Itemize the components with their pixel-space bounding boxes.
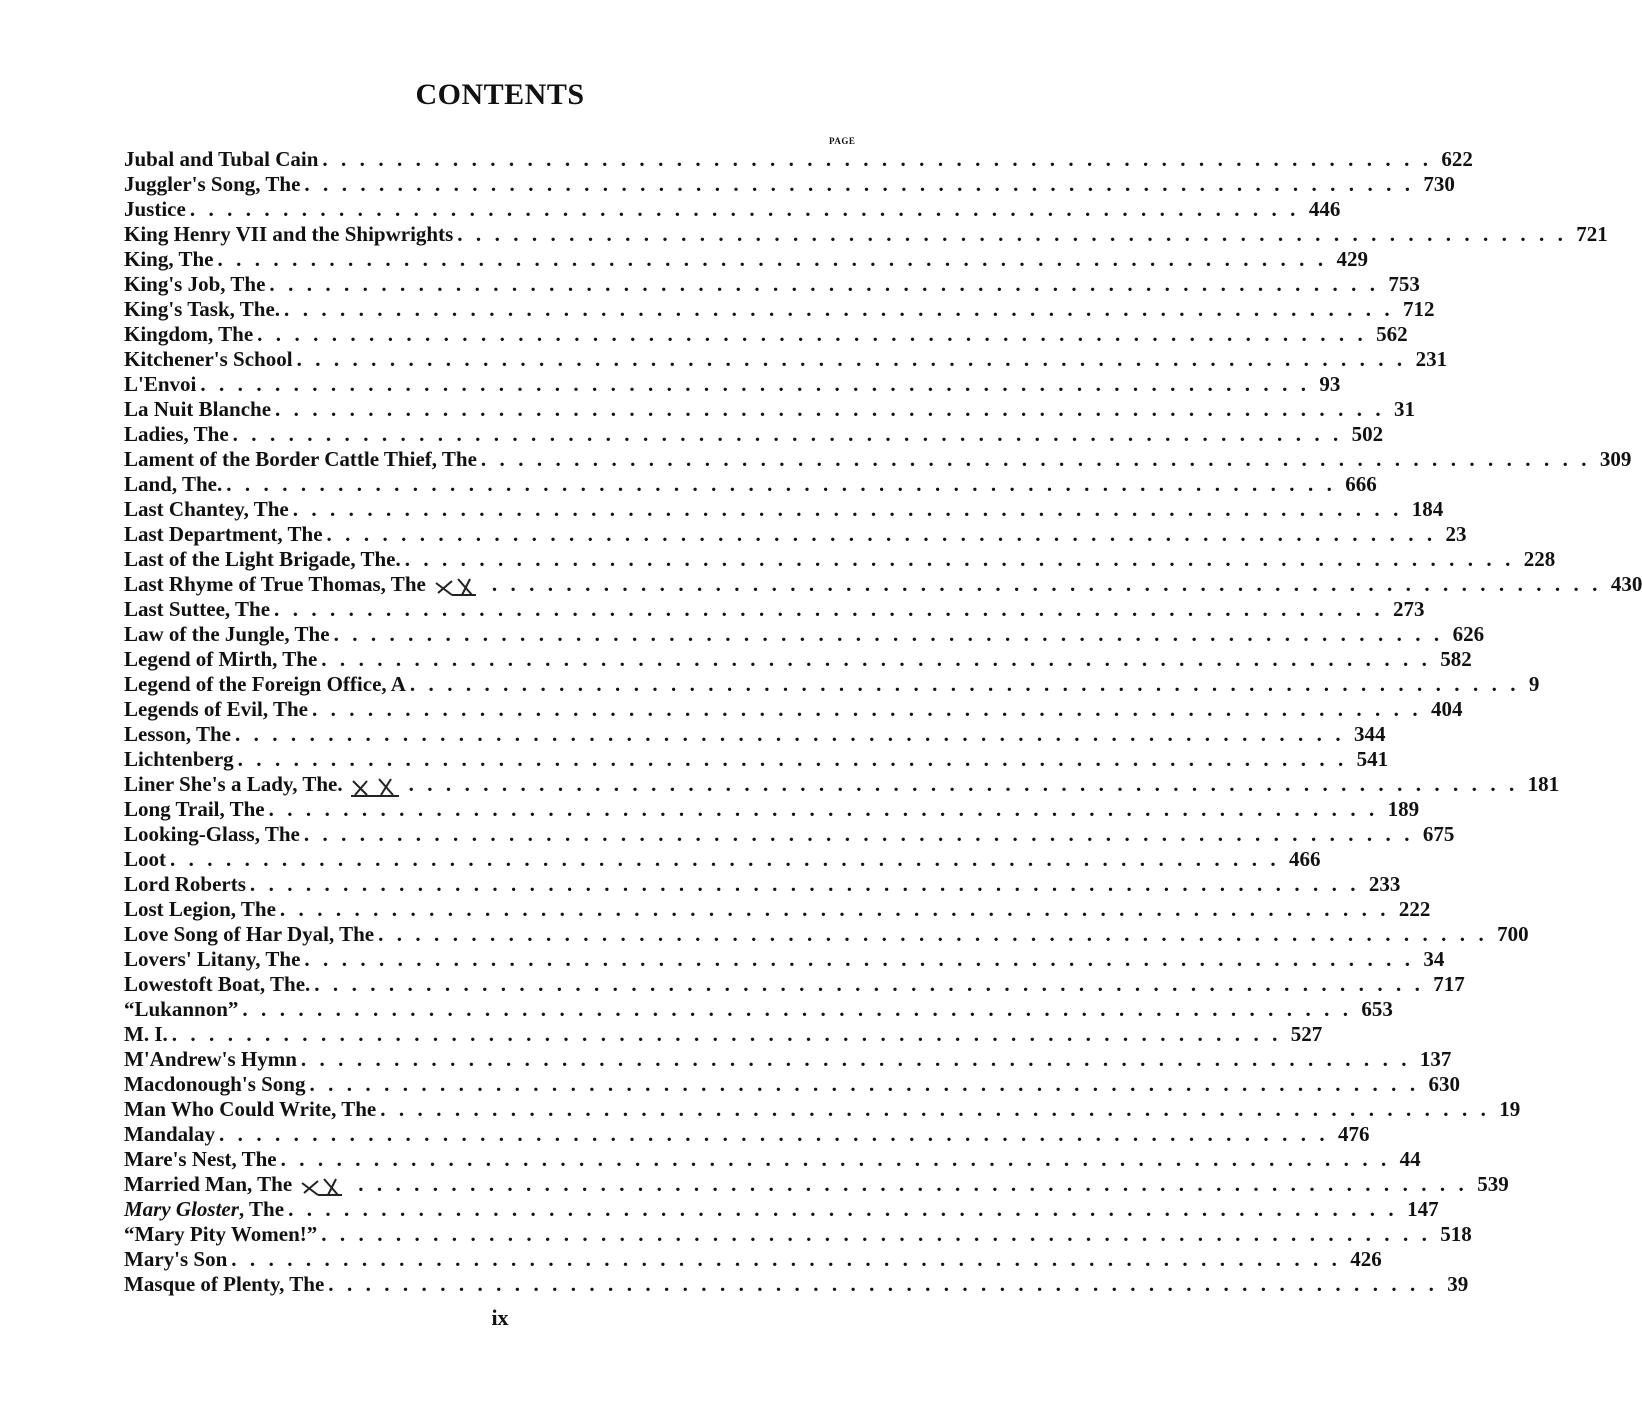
entry-page-number: 147	[1407, 1197, 1439, 1221]
entry-page-number: 712	[1403, 297, 1435, 321]
entry-title: Last Rhyme of True Thomas, The	[124, 572, 426, 596]
toc-entry	[124, 622, 1485, 647]
entry-title: M'Andrew's Hymn	[124, 1047, 297, 1071]
entry-page-number: 518	[1440, 1222, 1472, 1246]
dot-leader: ............................................................	[321, 1222, 1441, 1246]
entry-title-italic: Mary Gloster	[124, 1197, 239, 1221]
entry-page-number: 44	[1399, 1147, 1421, 1171]
dot-leader: ............................................................	[234, 722, 1354, 746]
dot-leader: ............................................................	[231, 1247, 1351, 1271]
entry-title: Lament of the Border Cattle Thief, The	[124, 447, 477, 471]
toc-entry	[124, 472, 1377, 497]
entry-title: Lovers' Litany, The	[124, 947, 301, 971]
toc-entry	[124, 422, 1384, 447]
entry-page-number: 666	[1345, 472, 1377, 496]
dot-leader: ............................................................	[284, 297, 1404, 321]
entry-page-number: 562	[1376, 322, 1408, 346]
entry-page-number: 675	[1422, 822, 1455, 846]
entry-page-number: 446	[1308, 197, 1341, 221]
dot-leader: ............................................................	[404, 547, 1524, 571]
entry-title: Last Chantey, The	[124, 497, 289, 521]
dot-leader: ............................................................	[171, 1022, 1291, 1046]
entry-page-number: 404	[1430, 697, 1463, 721]
entry-page-number: 476	[1338, 1122, 1370, 1146]
entry-title: Lesson, The	[124, 722, 231, 746]
entry-title	[124, 1197, 288, 1222]
dot-leader: ............................................................	[200, 372, 1320, 396]
toc-entry	[124, 647, 1472, 672]
dot-leader: ............................................................	[170, 847, 1289, 871]
toc-entry	[124, 972, 1465, 997]
dot-leader: ............................................................	[257, 322, 1377, 346]
dot-leader: ............................................................	[457, 222, 1577, 246]
toc-entry	[124, 922, 1529, 947]
toc-entry	[124, 1122, 1370, 1147]
entry-title: Law of the Jungle, The	[124, 622, 330, 646]
dot-leader: ............................................................	[249, 872, 1369, 896]
toc-entry	[124, 1197, 1439, 1222]
entry-page-number: 9	[1528, 672, 1540, 696]
toc-entry	[124, 822, 1455, 847]
entry-title: “Mary Pity Women!”	[124, 1222, 318, 1246]
dot-leader: ............................................................	[380, 1097, 1500, 1121]
dot-leader: ............................................................	[321, 647, 1441, 671]
dot-leader: ............................................................	[304, 172, 1424, 196]
entry-title: Ladies, The	[124, 422, 229, 446]
entry-page-number: 344	[1353, 722, 1386, 746]
entry-title: Kingdom, The	[124, 322, 254, 346]
entry-page-number: 426	[1350, 1247, 1382, 1271]
entry-page-number: 502	[1351, 422, 1384, 446]
dot-leader: ............................................................	[326, 522, 1446, 546]
toc-entry	[124, 1247, 1382, 1272]
entry-page-number: 231	[1415, 347, 1448, 371]
entry-title: Legend of the Foreign Office, A	[124, 672, 406, 696]
pencil-cross-mark	[432, 575, 492, 597]
entry-title: Last Suttee, The	[124, 597, 271, 621]
toc-entry	[124, 672, 1540, 697]
dot-leader: ............................................................	[280, 1147, 1400, 1171]
toc-entry	[124, 547, 1556, 572]
entry-page-number: 717	[1433, 972, 1465, 996]
entry-title: Love Song of Har Dyal, The	[124, 922, 375, 946]
dot-leader: ............................................................	[274, 597, 1394, 621]
toc-entry	[124, 1097, 1521, 1122]
entry-title: Kitchener's School	[124, 347, 293, 371]
pencil-cross-mark	[349, 775, 409, 797]
toc-entry	[124, 1147, 1421, 1172]
dot-leader: ............................................................	[288, 1197, 1408, 1221]
toc-entry	[124, 447, 1632, 472]
entry-page-number: 630	[1428, 1072, 1460, 1096]
entry-page-number: 222	[1398, 897, 1431, 921]
entry-title: Juggler's Song, The	[124, 172, 301, 196]
toc-entry	[124, 797, 1420, 822]
toc-entry	[124, 847, 1321, 872]
entry-page-number: 753	[1388, 272, 1420, 296]
entry-title: Last of the Light Brigade, The.	[124, 547, 401, 571]
entry-title: Man Who Could Write, The	[124, 1097, 377, 1121]
entry-title: Legends of Evil, The	[124, 697, 308, 721]
entry-title: M. I.	[124, 1022, 168, 1046]
entry-page-number: 233	[1368, 872, 1401, 896]
entry-title: L'Envoi	[124, 372, 197, 396]
dot-leader: ............................................................	[296, 347, 1416, 371]
toc-entry	[124, 722, 1386, 747]
entry-title: King's Job, The	[124, 272, 266, 296]
dot-leader: ............................................................	[268, 797, 1388, 821]
toc-entry	[124, 1222, 1472, 1247]
entry-title: “Lukannon”	[124, 997, 239, 1021]
entry-title: Last Department, The	[124, 522, 323, 546]
entry-page-number: 34	[1423, 947, 1445, 971]
entry-page-number: 721	[1576, 222, 1608, 246]
toc-entry	[124, 197, 1341, 222]
dot-leader: ............................................................	[300, 1047, 1420, 1071]
dot-leader: ............................................................	[226, 472, 1346, 496]
entry-page-number: 93	[1319, 372, 1341, 396]
toc-entry	[124, 322, 1408, 347]
dot-leader: ............................................................	[232, 422, 1352, 446]
entry-title: Justice	[124, 197, 186, 221]
entry-page-number: 653	[1361, 997, 1393, 1021]
contents-list	[124, 147, 1642, 1297]
entry-title: Looking-Glass, The	[124, 822, 300, 846]
dot-leader: ............................................................	[292, 497, 1412, 521]
entry-page-number: 39	[1447, 1272, 1469, 1296]
entry-page-number: 137	[1419, 1047, 1452, 1071]
toc-entry	[124, 397, 1416, 422]
entry-title: King Henry VII and the Shipwrights	[124, 222, 454, 246]
entry-page-number: 23	[1445, 522, 1467, 546]
entry-title: Lowestoft Boat, The.	[124, 972, 311, 996]
dot-leader: ............................................................	[237, 747, 1357, 771]
page-number: ix	[491, 1305, 509, 1330]
entry-title: Mandalay	[124, 1122, 216, 1146]
dot-leader: ............................................................	[480, 447, 1600, 471]
entry-title-rest: , The	[238, 1197, 285, 1221]
dot-leader: ............................................................	[219, 1122, 1339, 1146]
toc-entry	[124, 1172, 1509, 1197]
entry-page-number: 582	[1440, 647, 1472, 671]
entry-page-number: 228	[1523, 547, 1556, 571]
toc-entry	[124, 1022, 1323, 1047]
entry-title: Lost Legion, The	[124, 897, 276, 921]
dot-leader: ............................................................	[309, 1072, 1429, 1096]
toc-entry	[124, 172, 1455, 197]
entry-page-number: 273	[1393, 597, 1425, 621]
toc-entry	[124, 1047, 1452, 1072]
entry-page-number: 430	[1610, 572, 1642, 596]
toc-entry	[124, 747, 1389, 772]
toc-entry	[124, 947, 1445, 972]
toc-entry	[124, 997, 1393, 1022]
entry-title: Mary's Son	[124, 1247, 228, 1271]
entry-page-number: 541	[1356, 747, 1389, 771]
entry-title: Lichtenberg	[124, 747, 234, 771]
dot-leader: ............................................................	[311, 697, 1431, 721]
toc-entry	[124, 147, 1473, 172]
entry-page-number: 730	[1423, 172, 1455, 196]
toc-entry	[124, 272, 1420, 297]
dot-leader: ............................................................	[269, 272, 1389, 296]
entry-title: Mare's Nest, The	[124, 1147, 277, 1171]
entry-page-number: 31	[1394, 397, 1416, 421]
toc-entry	[124, 572, 1642, 597]
toc-entry	[124, 697, 1463, 722]
toc-entry	[124, 297, 1435, 322]
dot-leader: ............................................................	[409, 672, 1529, 696]
dot-leader: ............................................................	[189, 197, 1309, 221]
dot-leader: ............................................................	[304, 947, 1424, 971]
dot-leader: ............................................................	[378, 922, 1498, 946]
entry-page-number: 19	[1499, 1097, 1521, 1121]
toc-entry	[124, 347, 1448, 372]
entry-page-number: 700	[1497, 922, 1529, 946]
entry-page-number: 539	[1477, 1172, 1509, 1196]
entry-title: King's Task, The.	[124, 297, 281, 321]
entry-title: Married Man, The	[124, 1172, 293, 1196]
entry-page-number: 309	[1599, 447, 1632, 471]
entry-title: King, The	[124, 247, 214, 271]
toc-entry	[124, 1072, 1460, 1097]
entry-title: Long Trail, The	[124, 797, 265, 821]
entry-title: La Nuit Blanche	[124, 397, 272, 421]
dot-leader: ............................................................	[328, 1272, 1448, 1296]
dot-leader: ............................................................	[303, 822, 1423, 846]
entry-title: Macdonough's Song	[124, 1072, 306, 1096]
toc-entry	[124, 897, 1431, 922]
dot-leader: ............................................................	[408, 772, 1528, 796]
toc-entry	[124, 222, 1608, 247]
toc-entry	[124, 597, 1425, 622]
toc-entry	[124, 372, 1341, 397]
toc-entry	[124, 247, 1368, 272]
entry-title: Masque of Plenty, The	[124, 1272, 325, 1296]
page-column-label: PAGE	[829, 136, 856, 146]
dot-leader: ............................................................	[242, 997, 1362, 1021]
toc-entry	[124, 1272, 1469, 1297]
toc-entry	[124, 872, 1401, 897]
entry-page-number: 466	[1289, 847, 1321, 871]
entry-title: Liner She's a Lady, The.	[124, 772, 343, 796]
entry-title: Lord Roberts	[124, 872, 246, 896]
pencil-cross-mark	[298, 1175, 358, 1197]
toc-entry	[124, 772, 1560, 797]
dot-leader: ............................................................	[279, 897, 1399, 921]
entry-page-number: 184	[1411, 497, 1444, 521]
entry-title: Legend of Mirth, The	[124, 647, 318, 671]
entry-page-number: 181	[1527, 772, 1560, 796]
entry-page-number: 429	[1336, 247, 1368, 271]
dot-leader: ............................................................	[491, 572, 1611, 596]
dot-leader: ............................................................	[314, 972, 1434, 996]
entry-title: Jubal and Tubal Cain	[124, 147, 319, 171]
dot-leader: ............................................................	[217, 247, 1337, 271]
dot-leader: ............................................................	[275, 397, 1395, 421]
entry-title: Land, The.	[124, 472, 223, 496]
entry-page-number: 189	[1387, 797, 1420, 821]
page-title: CONTENTS	[415, 78, 585, 111]
toc-entry	[124, 522, 1467, 547]
dot-leader: ............................................................	[333, 622, 1453, 646]
entry-page-number: 622	[1441, 147, 1473, 171]
entry-title: Loot	[124, 847, 166, 871]
entry-page-number: 527	[1290, 1022, 1323, 1046]
entry-page-number: 626	[1452, 622, 1485, 646]
dot-leader: ............................................................	[322, 147, 1442, 171]
dot-leader: ............................................................	[358, 1172, 1478, 1196]
toc-entry	[124, 497, 1444, 522]
